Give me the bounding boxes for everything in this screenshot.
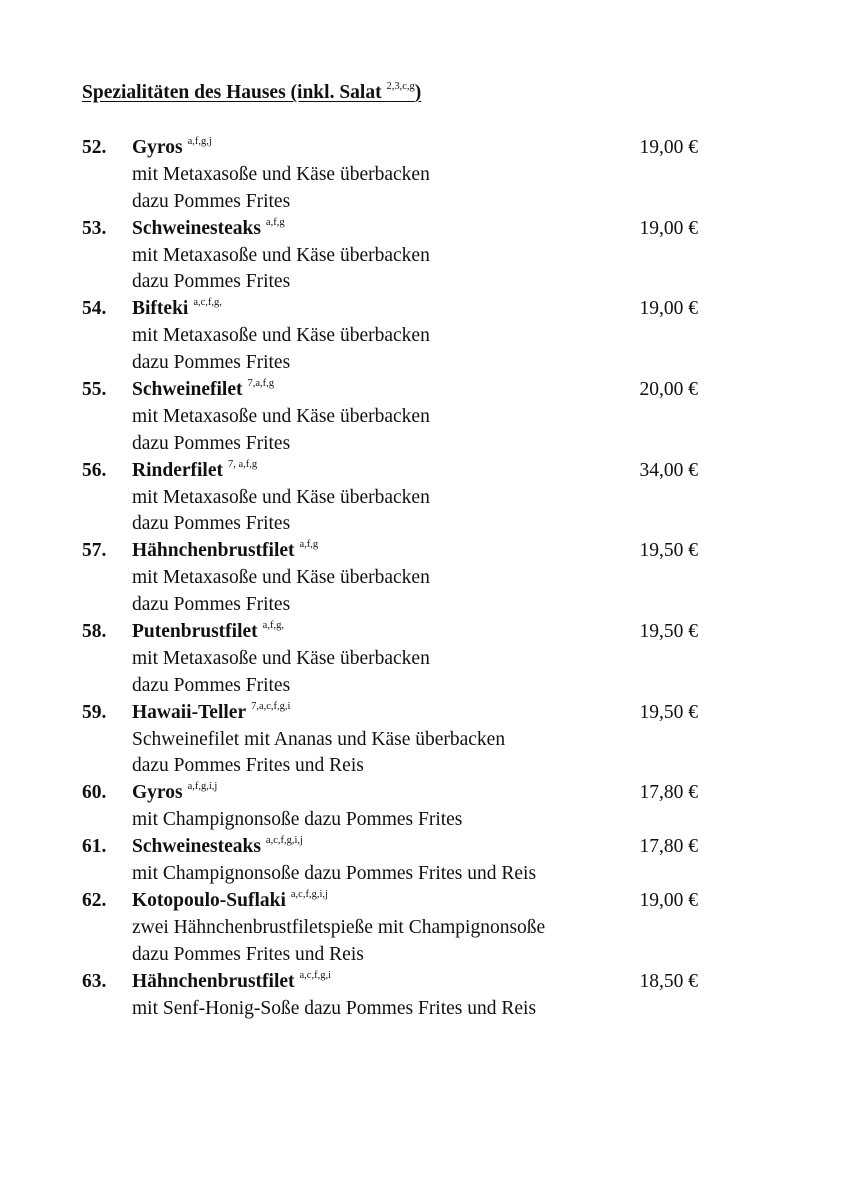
item-description-line bbox=[0, 189, 849, 216]
item-number: 59. bbox=[82, 701, 107, 723]
menu-list bbox=[0, 135, 849, 1022]
item-description: mit Senf-Honig-Soße dazu Pommes Frites und Reis bbox=[132, 997, 537, 1019]
item-name bbox=[132, 458, 257, 485]
item-description: mit Metaxasoße und Käse überbacken bbox=[132, 486, 430, 508]
item-allergens: a,f,g bbox=[265, 216, 285, 228]
item-allergens: a,f,g,i,j bbox=[187, 781, 218, 793]
menu-item-header bbox=[0, 888, 849, 915]
item-number: 60. bbox=[82, 782, 107, 804]
item-name-text: Hähnchenbrustfilet bbox=[132, 970, 295, 992]
item-description-line bbox=[0, 942, 849, 969]
item-number: 61. bbox=[82, 836, 107, 858]
menu-item bbox=[0, 216, 849, 297]
item-description: dazu Pommes Frites bbox=[132, 674, 291, 696]
item-price: 18,50 € bbox=[639, 970, 698, 992]
item-price: 17,80 € bbox=[639, 782, 698, 804]
menu-item-header bbox=[0, 619, 849, 646]
item-description-line bbox=[0, 269, 849, 296]
item-number: 56. bbox=[82, 459, 107, 481]
menu-item-header bbox=[0, 216, 849, 243]
item-number: 52. bbox=[82, 137, 107, 158]
menu-item bbox=[0, 458, 849, 539]
item-description-line bbox=[0, 565, 849, 592]
item-name-text: Hähnchenbrustfilet bbox=[132, 540, 295, 562]
item-name-text: Schweinesteaks bbox=[132, 836, 261, 858]
item-description: mit Champignonsoße dazu Pommes Frites und Reis bbox=[132, 863, 537, 885]
item-price: 19,50 € bbox=[639, 621, 698, 643]
item-description: mit Metaxasoße und Käse überbacken bbox=[132, 405, 430, 427]
item-price: 34,00 € bbox=[639, 459, 698, 481]
item-description-line bbox=[0, 592, 849, 619]
item-name bbox=[132, 135, 212, 162]
item-name bbox=[132, 538, 318, 565]
item-number: 58. bbox=[82, 621, 107, 643]
item-description: dazu Pommes Frites bbox=[132, 271, 291, 293]
item-description: mit Champignonsoße dazu Pommes Frites bbox=[132, 809, 463, 831]
item-number: 62. bbox=[82, 889, 107, 911]
item-description: mit Metaxasoße und Käse überbacken bbox=[132, 567, 430, 589]
item-allergens: 7,a,f,g bbox=[247, 378, 275, 390]
menu-item-header bbox=[0, 834, 849, 861]
item-allergens: a,c,f,g,i bbox=[299, 969, 332, 981]
menu-item bbox=[0, 135, 849, 216]
item-description: mit Metaxasoße und Käse überbacken bbox=[132, 163, 430, 185]
item-allergens: 7,a,c,f,g,i bbox=[251, 700, 291, 712]
item-number: 55. bbox=[82, 379, 107, 401]
menu-item bbox=[0, 296, 849, 377]
item-description: dazu Pommes Frites und Reis bbox=[132, 755, 364, 777]
item-number: 53. bbox=[82, 217, 107, 239]
menu-item bbox=[0, 377, 849, 458]
menu-item-header bbox=[0, 377, 849, 404]
menu-item bbox=[0, 619, 849, 700]
item-name-text: Putenbrustfilet bbox=[132, 621, 258, 643]
item-description-line bbox=[0, 915, 849, 942]
item-name bbox=[132, 619, 284, 646]
item-allergens: a,f,g bbox=[299, 539, 319, 551]
item-allergens: a,f,g, bbox=[262, 620, 284, 632]
item-price: 19,00 € bbox=[639, 217, 698, 239]
item-name bbox=[132, 780, 217, 807]
section-title bbox=[82, 82, 421, 104]
item-description-line bbox=[0, 807, 849, 834]
item-price: 20,00 € bbox=[639, 379, 698, 401]
menu-item bbox=[0, 969, 849, 1023]
item-description-line bbox=[0, 243, 849, 270]
item-name bbox=[132, 888, 328, 915]
item-allergens: 7, a,f,g bbox=[227, 458, 258, 470]
menu-item-header bbox=[0, 538, 849, 565]
item-number: 63. bbox=[82, 970, 107, 992]
item-price: 19,00 € bbox=[639, 137, 698, 158]
item-price: 19,00 € bbox=[639, 298, 698, 320]
item-name-text: Schweinefilet bbox=[132, 379, 243, 401]
item-allergens: a,c,f,g,i,j bbox=[265, 835, 303, 847]
item-allergens: a,f,g,j bbox=[187, 136, 212, 147]
item-name bbox=[132, 216, 285, 243]
item-description-line bbox=[0, 431, 849, 458]
item-description-line bbox=[0, 996, 849, 1023]
item-name-text: Schweinesteaks bbox=[132, 217, 261, 239]
item-description: dazu Pommes Frites bbox=[132, 513, 291, 535]
item-name-text: Rinderfilet bbox=[132, 459, 223, 481]
menu-item-header bbox=[0, 969, 849, 996]
item-description: Schweinefilet mit Ananas und Käse überbacken bbox=[132, 728, 506, 750]
item-description-line bbox=[0, 727, 849, 754]
menu-item bbox=[0, 888, 849, 969]
item-price: 17,80 € bbox=[639, 836, 698, 858]
section-title-allergens: 2,3,c,g bbox=[386, 81, 415, 92]
menu-item bbox=[0, 780, 849, 834]
item-name bbox=[132, 969, 331, 996]
item-name bbox=[132, 700, 290, 727]
menu-item bbox=[0, 700, 849, 781]
section-title-close: ) bbox=[414, 82, 422, 103]
item-description-line bbox=[0, 350, 849, 377]
item-name-text: Bifteki bbox=[132, 298, 189, 320]
item-price: 19,00 € bbox=[639, 889, 698, 911]
menu-item-header bbox=[0, 458, 849, 485]
item-name bbox=[132, 834, 303, 861]
item-price: 19,50 € bbox=[639, 701, 698, 723]
menu-item bbox=[0, 538, 849, 619]
section-title-text: Spezialitäten des Hauses (inkl. Salat bbox=[82, 82, 382, 103]
item-name-text: Kotopoulo-Suflaki bbox=[132, 889, 286, 911]
item-description-line bbox=[0, 162, 849, 189]
item-name-text: Hawaii-Teller bbox=[132, 701, 247, 723]
item-allergens: a,c,f,g,i,j bbox=[290, 888, 328, 900]
item-name bbox=[132, 377, 274, 404]
menu-item-header bbox=[0, 296, 849, 323]
item-description-line bbox=[0, 753, 849, 780]
item-description: dazu Pommes Frites bbox=[132, 594, 291, 616]
menu-item-header bbox=[0, 780, 849, 807]
item-description: dazu Pommes Frites bbox=[132, 432, 291, 454]
menu-item bbox=[0, 834, 849, 888]
item-number: 57. bbox=[82, 540, 107, 562]
item-name-text: Gyros bbox=[132, 782, 183, 804]
item-description-line bbox=[0, 511, 849, 538]
item-price: 19,50 € bbox=[639, 540, 698, 562]
item-description-line bbox=[0, 861, 849, 888]
item-description-line bbox=[0, 646, 849, 673]
item-number: 54. bbox=[82, 298, 107, 320]
item-description: dazu Pommes Frites bbox=[132, 352, 291, 374]
item-description: mit Metaxasoße und Käse überbacken bbox=[132, 647, 430, 669]
item-description: dazu Pommes Frites bbox=[132, 190, 291, 212]
item-description: mit Metaxasoße und Käse überbacken bbox=[132, 244, 430, 266]
item-description: dazu Pommes Frites und Reis bbox=[132, 943, 364, 965]
item-description-line bbox=[0, 404, 849, 431]
item-description-line bbox=[0, 673, 849, 700]
item-allergens: a,c,f,g, bbox=[193, 297, 222, 309]
menu-item-header bbox=[0, 700, 849, 727]
item-name-text: Gyros bbox=[132, 137, 183, 158]
item-description-line bbox=[0, 485, 849, 512]
menu-item-header bbox=[0, 135, 849, 162]
item-description-line bbox=[0, 323, 849, 350]
item-description: zwei Hähnchenbrustfiletspieße mit Champignonsoße bbox=[132, 916, 546, 938]
item-description: mit Metaxasoße und Käse überbacken bbox=[132, 325, 430, 347]
item-name bbox=[132, 296, 222, 323]
